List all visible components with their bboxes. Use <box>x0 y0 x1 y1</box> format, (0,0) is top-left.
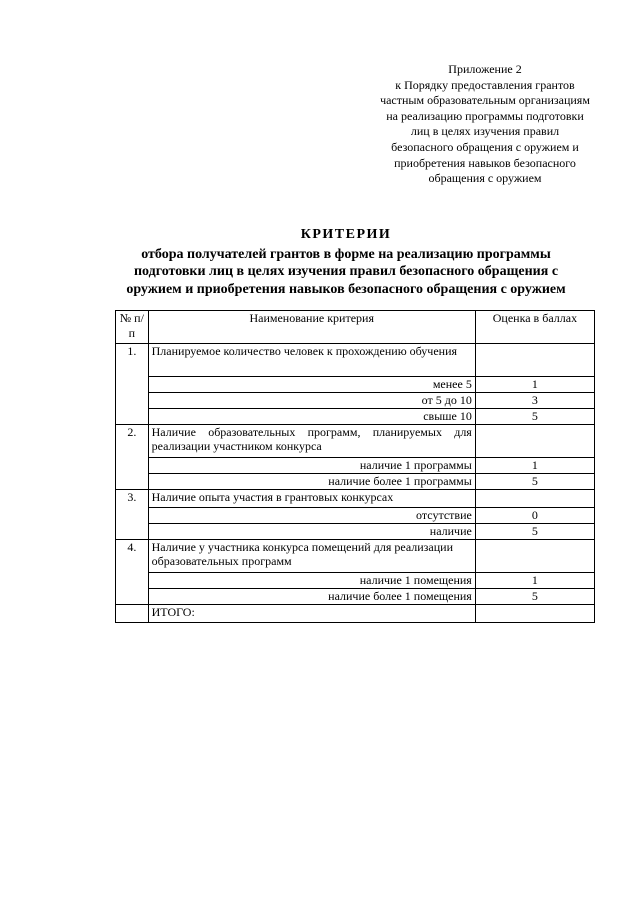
appendix-line: лиц в целях изучения правил <box>410 124 560 139</box>
criterion-name: Планируемое количество человек к прохождению обучения <box>148 344 475 377</box>
header-score: Оценка в баллах <box>475 311 594 344</box>
title-line: оружием и приобретения навыков безопасного обращения с оружием <box>126 281 566 297</box>
option-label: от 5 до 10 <box>148 393 475 409</box>
option-label: наличие <box>148 524 475 540</box>
appendix-line: приобретения навыков безопасного <box>394 155 576 170</box>
option-label: наличие 1 программы <box>148 458 475 474</box>
option-label: наличие 1 помещения <box>148 573 475 589</box>
appendix-line: Приложение 2 <box>448 62 522 76</box>
title-heading: КРИТЕРИИ <box>300 227 392 242</box>
total-score-empty <box>475 605 594 623</box>
title-line: отбора получателей грантов в форме на реализацию программы <box>141 246 551 262</box>
option-row <box>116 393 595 409</box>
option-row <box>116 573 595 589</box>
criterion-score-empty <box>475 344 594 377</box>
criterion-number: 1. <box>116 344 149 425</box>
document-title <box>100 226 592 298</box>
criterion-row <box>116 540 595 573</box>
option-label: менее 5 <box>148 377 475 393</box>
total-num-empty <box>116 605 149 623</box>
criterion-name: Наличие опыта участия в грантовых конкурсах <box>148 490 475 508</box>
total-row <box>116 605 595 623</box>
appendix-line: обращения с оружием <box>428 171 542 186</box>
option-row <box>116 508 595 524</box>
option-score: 5 <box>475 409 594 425</box>
option-score: 5 <box>475 474 594 490</box>
option-score: 1 <box>475 573 594 589</box>
criterion-name: Наличие у участника конкурса помещений для реализации образовательных программ <box>148 540 475 573</box>
appendix-line: к Порядку предоставления грантов <box>395 77 575 92</box>
appendix-line: частным образовательным организациям <box>380 93 590 108</box>
option-score: 1 <box>475 377 594 393</box>
option-score: 1 <box>475 458 594 474</box>
criterion-row <box>116 490 595 508</box>
criterion-row <box>116 425 595 458</box>
option-label: наличие более 1 программы <box>148 474 475 490</box>
option-score: 5 <box>475 589 594 605</box>
criterion-score-empty <box>475 425 594 458</box>
option-score: 5 <box>475 524 594 540</box>
criterion-number: 2. <box>116 425 149 490</box>
option-score: 0 <box>475 508 594 524</box>
option-score: 3 <box>475 393 594 409</box>
appendix-line: безопасного обращения с оружием и <box>391 139 579 154</box>
criterion-number: 4. <box>116 540 149 605</box>
criterion-name: Наличие образовательных программ, планируемых для реализации участником конкурса <box>148 425 475 458</box>
option-row <box>116 474 595 490</box>
appendix-note <box>362 62 608 187</box>
option-row <box>116 589 595 605</box>
criterion-score-empty <box>475 540 594 573</box>
appendix-line: на реализацию программы подготовки <box>386 108 584 123</box>
option-row <box>116 409 595 425</box>
title-line: подготовки лиц в целях изучения правил безопасного обращения с <box>133 264 559 279</box>
header-name: Наименование критерия <box>148 311 475 344</box>
option-label: наличие более 1 помещения <box>148 589 475 605</box>
option-label: отсутствие <box>148 508 475 524</box>
criteria-table <box>115 310 595 623</box>
criterion-number: 3. <box>116 490 149 540</box>
criterion-row <box>116 344 595 377</box>
option-row <box>116 524 595 540</box>
option-row <box>116 377 595 393</box>
option-label: свыше 10 <box>148 409 475 425</box>
header-num: № п/п <box>116 311 149 344</box>
criterion-score-empty <box>475 490 594 508</box>
option-row <box>116 458 595 474</box>
table-header-row <box>116 311 595 344</box>
total-label: ИТОГО: <box>148 605 475 623</box>
